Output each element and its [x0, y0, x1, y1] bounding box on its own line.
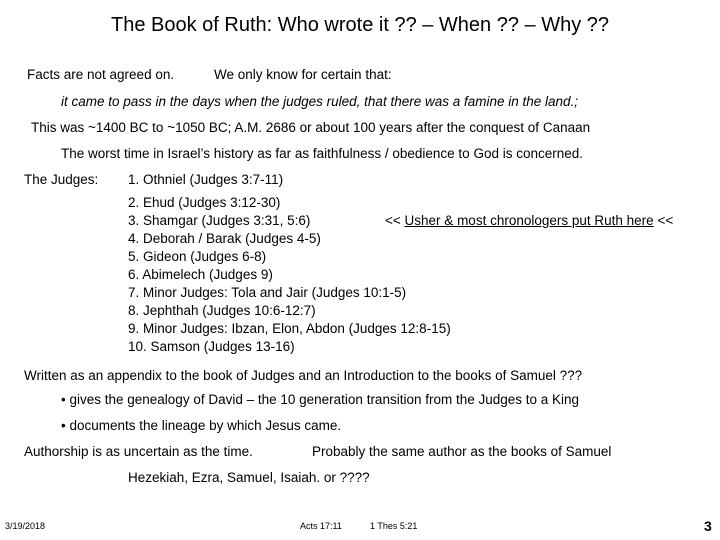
judge-item: 3. Shamgar (Judges 3:31, 5:6)	[128, 213, 311, 228]
judge-item: 4. Deborah / Barak (Judges 4-5)	[128, 231, 321, 246]
appendix-line: Written as an appendix to the book of Judges and an Introduction to the books of Samuel ???	[24, 368, 583, 383]
ruth-placement-note	[385, 213, 673, 228]
note-suffix: <<	[657, 213, 674, 228]
bullet-item: • gives the genealogy of David – the 10 generation transition from the Judges to a King	[61, 392, 580, 407]
judges-label: The Judges:	[24, 172, 99, 187]
footer-ref-acts: Acts 17:11	[300, 521, 342, 531]
facts-certain: We only know for certain that:	[214, 67, 392, 82]
bullet-item: • documents the lineage by which Jesus came.	[61, 418, 342, 433]
note-text: Usher & most chronologers put Ruth here	[404, 213, 654, 228]
note-prefix: <<	[385, 213, 401, 228]
page-title: The Book of Ruth: Who wrote it ?? – When ?? – Why ??	[110, 14, 610, 36]
judge-item: 5. Gideon (Judges 6-8)	[128, 249, 267, 264]
date-range-line: This was ~1400 BC to ~1050 BC; A.M. 2686 or about 100 years after the conquest of Canaan	[31, 120, 591, 135]
page-number: 3	[704, 518, 712, 534]
judge-item: 9. Minor Judges: Ibzan, Elon, Abdon (Judges 12:8-15)	[128, 321, 451, 336]
judges-ruled-quote: it came to pass in the days when the judges ruled, that there was a famine in the land.;	[61, 94, 579, 109]
judge-item: 1. Othniel (Judges 3:7-11)	[128, 172, 284, 187]
worst-time-line: The worst time in Israel’s history as far as faithfulness / obedience to God is concerned.	[61, 146, 584, 161]
judge-item: 7. Minor Judges: Tola and Jair (Judges 10:1-5)	[128, 285, 407, 300]
footer-date: 3/19/2018	[5, 521, 46, 531]
facts-lead: Facts are not agreed on.	[27, 67, 175, 82]
judge-item: 10. Samson (Judges 13-16)	[128, 339, 295, 354]
probable-author-line: Probably the same author as the books of Samuel	[312, 444, 612, 459]
author-candidates: Hezekiah, Ezra, Samuel, Isaiah. or ????	[128, 470, 370, 485]
judge-item: 8. Jephthah (Judges 10:6-12:7)	[128, 303, 316, 318]
footer-ref-thes: 1 Thes 5:21	[370, 521, 418, 531]
authorship-line: Authorship is as uncertain as the time.	[24, 444, 253, 459]
judge-item: 2. Ehud (Judges 3:12-30)	[128, 195, 281, 210]
judge-item: 6. Abimelech (Judges 9)	[128, 267, 273, 282]
